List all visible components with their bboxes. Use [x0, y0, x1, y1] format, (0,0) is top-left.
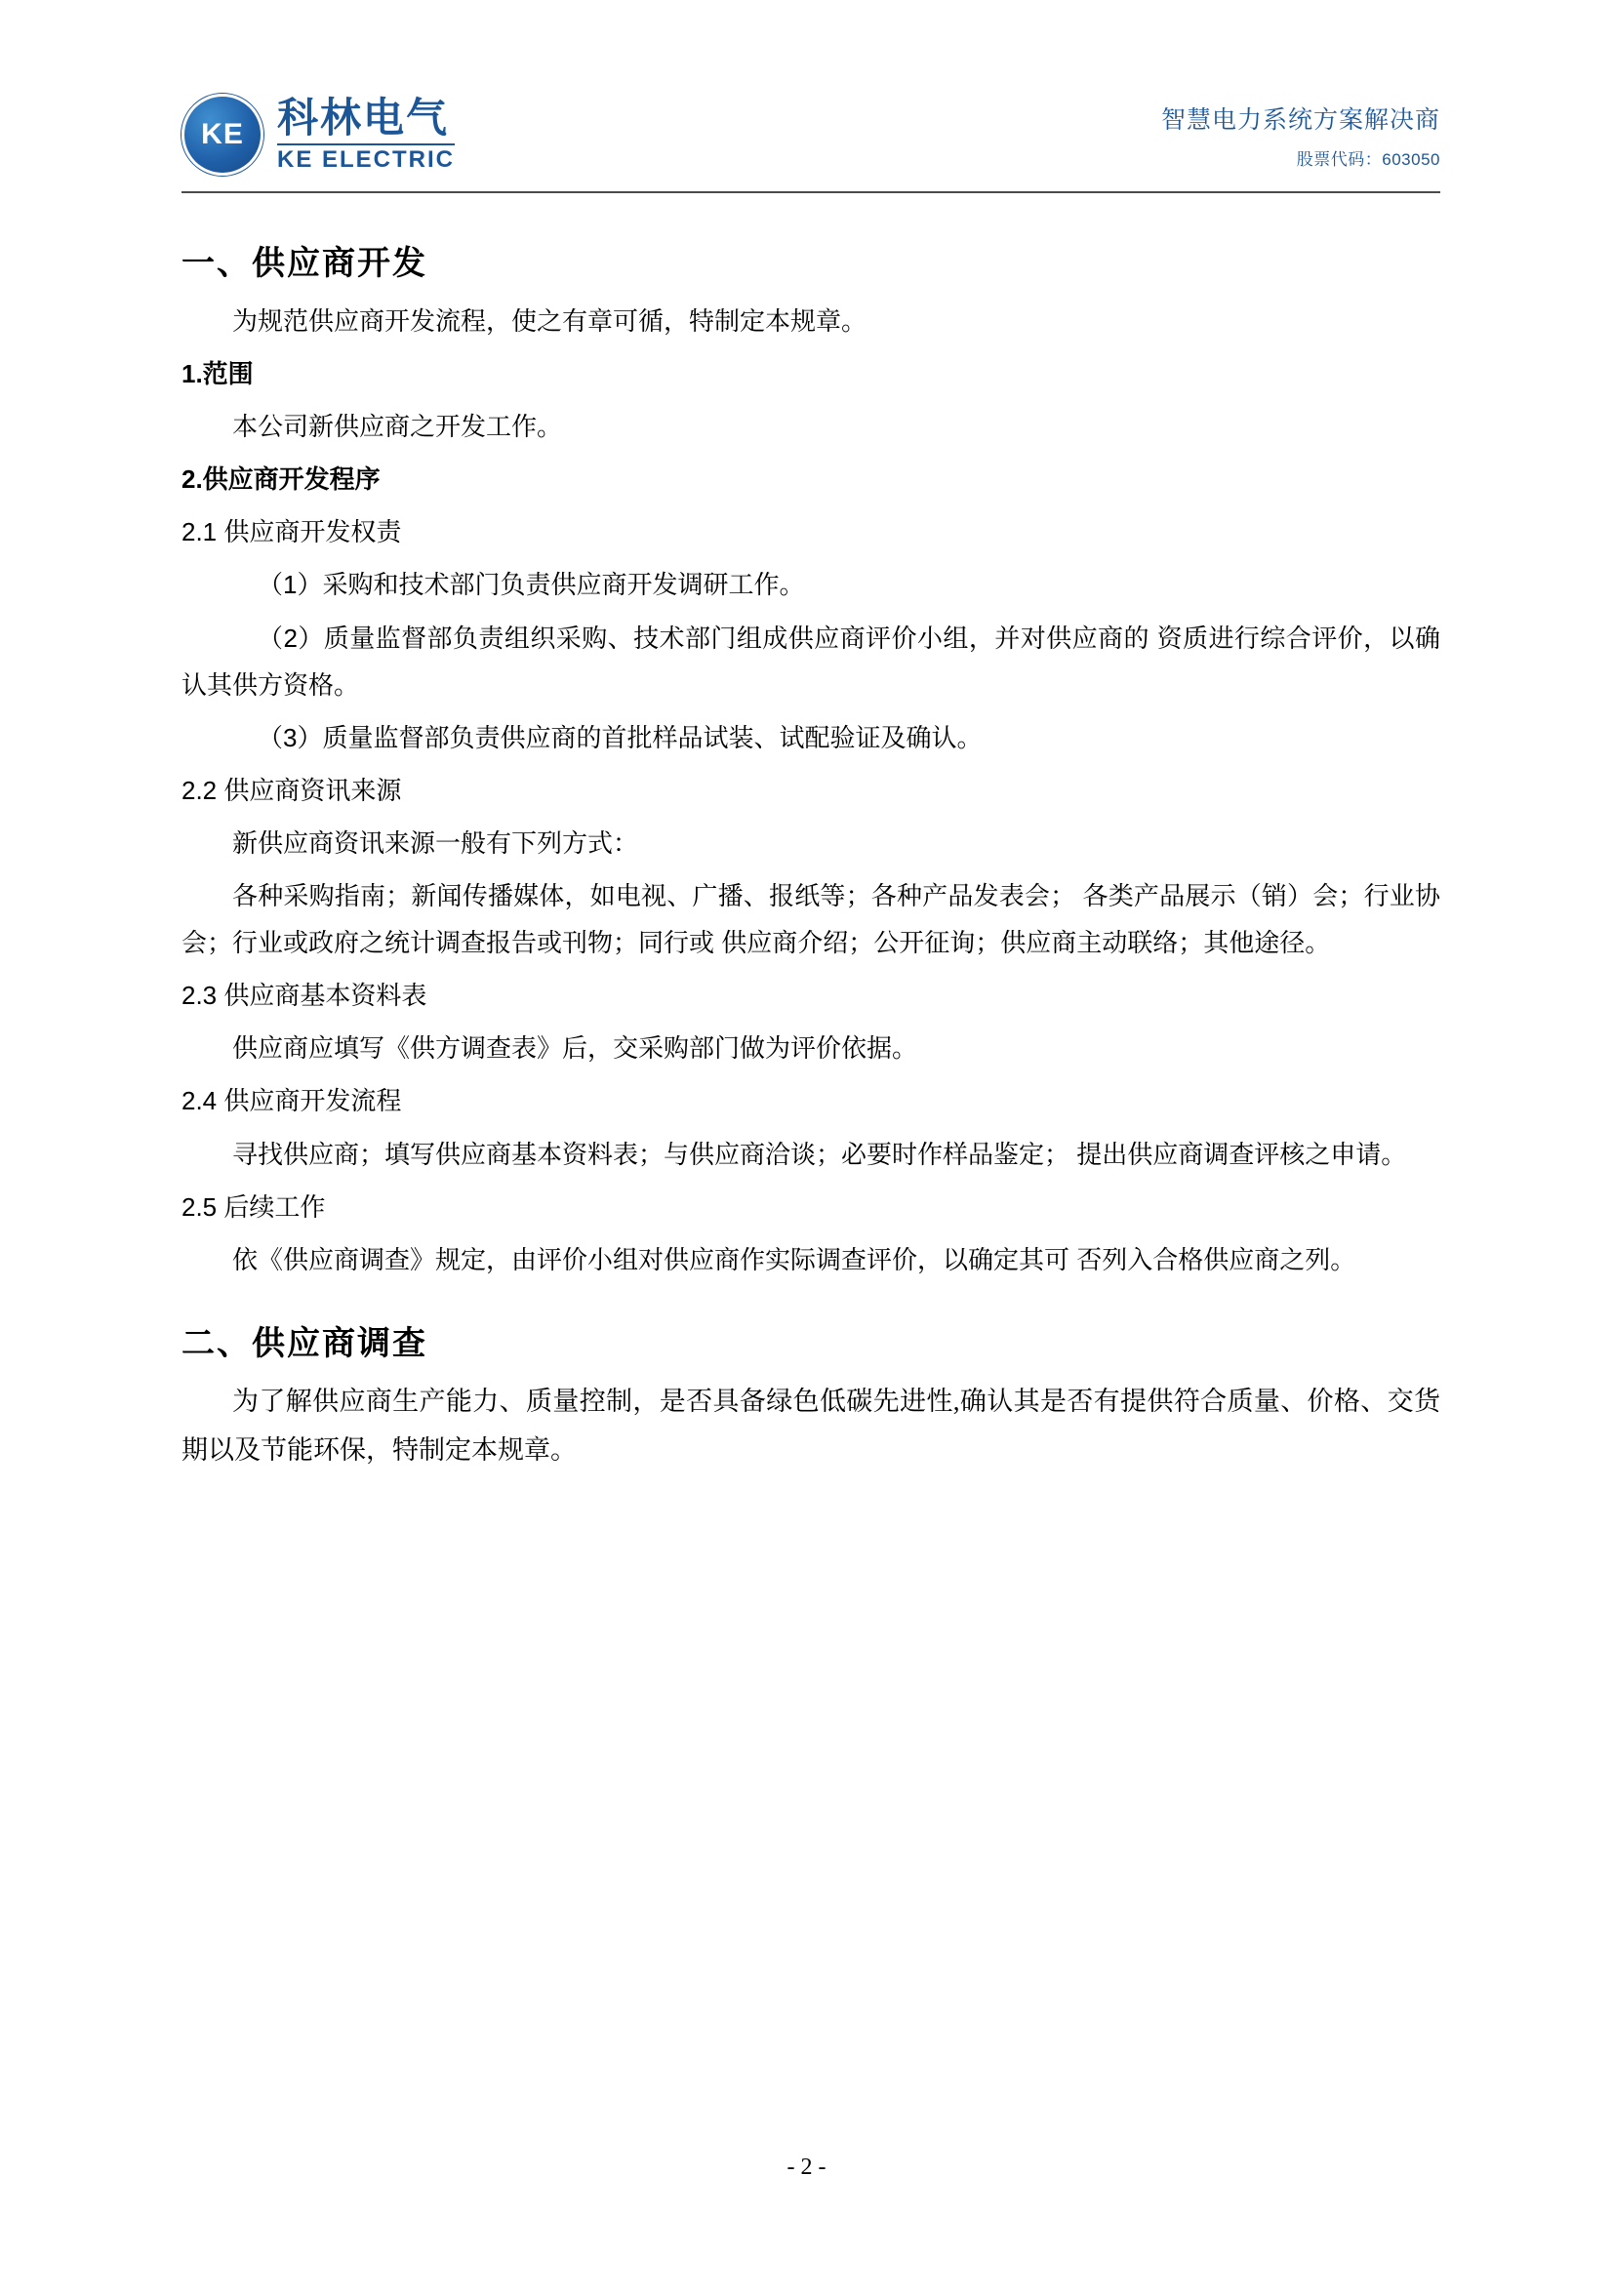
document-body [181, 236, 1440, 1475]
sub-heading-procedure: 2.供应商开发程序 [181, 464, 381, 495]
page-content-area [181, 94, 1440, 1481]
ke-logo-icon [181, 94, 263, 176]
clause-2-1-item-3: （3）质量监督部负责供应商的首批样品试装、试配验证及确认。 [258, 722, 983, 752]
clause-2-1-item-1: （1）采购和技术部门负责供应商开发调研工作。 [258, 570, 805, 600]
clause-2-1: 2.1 供应商开发权责 [181, 517, 402, 547]
paragraph: 供应商应填写《供方调查表》后，交采购部门做为评价依据。 [232, 1033, 918, 1064]
paragraph: 寻找供应商；填写供应商基本资料表；与供应商洽谈；必要时作样品鉴定； 提出供应商调查评核之申请。 [232, 1139, 1407, 1169]
clause-2-1-item-2: （2）质量监督部负责组织采购、技术部门组成供应商评价小组，并对供应商的 资质进行综合评价，以确认其供方资格。 [181, 623, 1440, 700]
sub-heading-scope: 1.范围 [181, 359, 254, 389]
brand-block [181, 94, 455, 176]
header-right-block [1161, 101, 1440, 176]
clause-2-2: 2.2 供应商资讯来源 [181, 775, 402, 805]
page-number: - 2 - [786, 2155, 827, 2180]
brand-name-cn: 科林电气 [277, 95, 450, 141]
clause-2-5: 2.5 后续工作 [181, 1191, 326, 1222]
paragraph: 各种采购指南；新闻传播媒体，如电视、广播、报纸等；各种产品发表会； 各类产品展示（销）会；行业协会；行业或政府之统计调查报告或刊物；同行或 供应商介绍；公开征询；供应商主动联络；其他途径。 [181, 881, 1440, 958]
clause-2-3: 2.3 供应商基本资料表 [181, 981, 427, 1011]
paragraph: 依《供应商调查》规定，由评价小组对供应商作实际调查评价，以确定其可 否列入合格供应商之列。 [232, 1244, 1356, 1274]
paragraph: 为了解供应商生产能力、质量控制，是否具备绿色低碳先进性,确认其是否有提供符合质量、价格、交货期以及节能环保，特制定本规章。 [181, 1386, 1440, 1465]
clause-2-4: 2.4 供应商开发流程 [181, 1086, 402, 1116]
paragraph: 本公司新供应商之开发工作。 [232, 412, 563, 442]
header-stock-code: 股票代码：603050 [1296, 150, 1440, 169]
section-title-1: 一、供应商开发 [181, 245, 427, 282]
header-slogan: 智慧电力系统方案解决商 [1160, 106, 1440, 134]
document-header [181, 94, 1440, 193]
section-title-2: 二、供应商调查 [181, 1324, 427, 1362]
logo-text: KE [201, 118, 244, 150]
paragraph: 新供应商资讯来源一般有下列方式： [232, 827, 639, 858]
brand-names [277, 97, 455, 172]
brand-name-en: KE ELECTRIC [277, 143, 455, 172]
paragraph: 为规范供应商开发流程，使之有章可循，特制定本规章。 [232, 306, 867, 336]
